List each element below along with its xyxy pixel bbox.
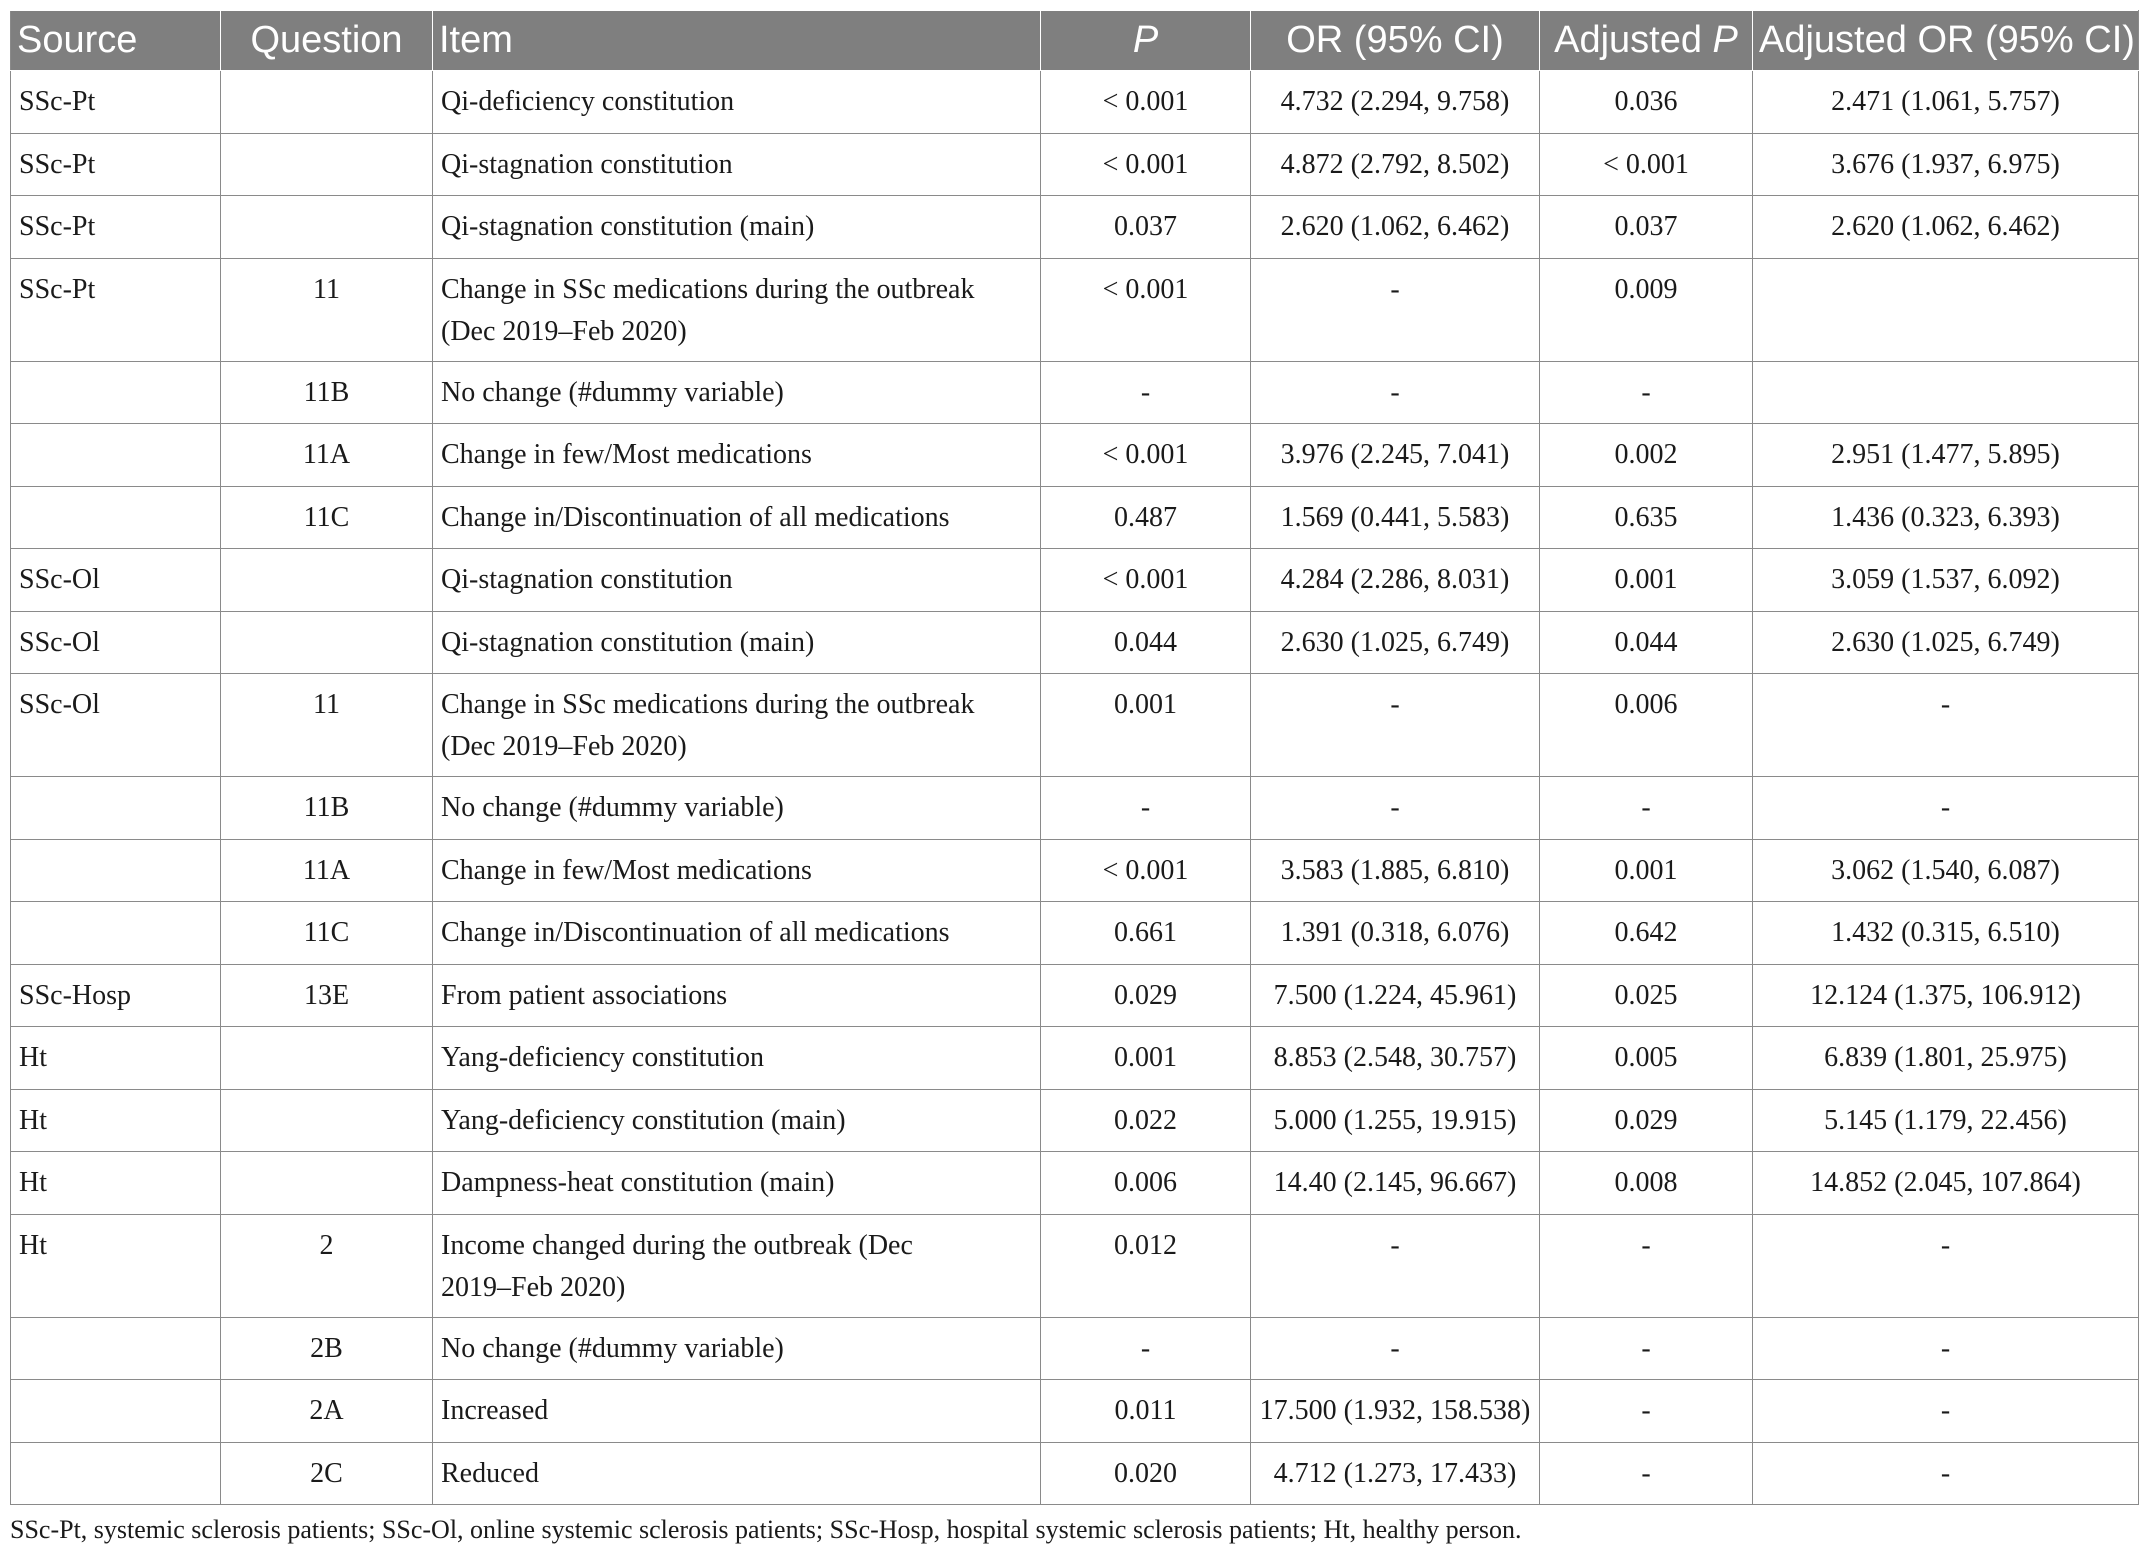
cell-item: Yang-deficiency constitution (main) [433, 1089, 1041, 1152]
cell-p: < 0.001 [1041, 258, 1251, 361]
item-line-2: 2019–Feb 2020) [441, 1271, 626, 1303]
cell-source: SSc-Ol [11, 549, 221, 612]
cell-p: - [1041, 777, 1251, 840]
table-row [11, 1089, 2139, 1152]
cell-adjusted-p: 0.001 [1540, 839, 1753, 902]
cell-adjusted-p: 0.006 [1540, 674, 1753, 777]
cell-p: < 0.001 [1041, 71, 1251, 134]
cell-or: 7.500 (1.224, 45.961) [1251, 964, 1540, 1027]
header-p [1041, 11, 1251, 71]
cell-source [11, 777, 221, 840]
header-source: Source [11, 11, 221, 71]
table-row [11, 839, 2139, 902]
cell-source [11, 361, 221, 424]
table-row [11, 1317, 2139, 1380]
cell-source [11, 1317, 221, 1380]
header-adjusted-p [1540, 11, 1753, 71]
cell-source: Ht [11, 1089, 221, 1152]
cell-adjusted-p: 0.005 [1540, 1027, 1753, 1090]
cell-adjusted-p: - [1540, 1317, 1753, 1380]
cell-adjusted-or: 1.432 (0.315, 6.510) [1753, 902, 2139, 965]
cell-adjusted-p: 0.002 [1540, 424, 1753, 487]
cell-adjusted-p: - [1540, 1214, 1753, 1317]
cell-adjusted-p: 0.008 [1540, 1152, 1753, 1215]
item-line-1: Change in SSc medications during the outbreak [441, 689, 975, 720]
cell-item [433, 1214, 1041, 1317]
cell-item: Qi-stagnation constitution [433, 133, 1041, 196]
cell-p: < 0.001 [1041, 424, 1251, 487]
header-or: OR (95% CI) [1251, 11, 1540, 71]
cell-or: - [1251, 674, 1540, 777]
cell-or: 14.40 (2.145, 96.667) [1251, 1152, 1540, 1215]
table-footnote: SSc-Pt, systemic sclerosis patients; SSc-Ol, online systemic sclerosis patients; SSc-Hosp, hospital systemic sclerosis patients; Ht, healthy person. [10, 1515, 1522, 1544]
table-row [11, 1380, 2139, 1443]
cell-p: 0.037 [1041, 196, 1251, 259]
cell-source: SSc-Hosp [11, 964, 221, 1027]
cell-adjusted-or: 3.676 (1.937, 6.975) [1753, 133, 2139, 196]
header-adjusted-or: Adjusted OR (95% CI) [1753, 11, 2139, 71]
table-row [11, 1152, 2139, 1215]
cell-adjusted-p: 0.025 [1540, 964, 1753, 1027]
cell-source [11, 1442, 221, 1505]
cell-source: SSc-Pt [11, 133, 221, 196]
cell-adjusted-or: 2.471 (1.061, 5.757) [1753, 71, 2139, 134]
cell-adjusted-or: - [1753, 1442, 2139, 1505]
cell-p: 0.011 [1041, 1380, 1251, 1443]
cell-question [221, 1027, 433, 1090]
cell-adjusted-or: 3.059 (1.537, 6.092) [1753, 549, 2139, 612]
cell-question [221, 133, 433, 196]
cell-item: Qi-stagnation constitution (main) [433, 196, 1041, 259]
cell-question [221, 71, 433, 134]
table-row [11, 486, 2139, 549]
cell-question: 2B [221, 1317, 433, 1380]
cell-p: 0.006 [1041, 1152, 1251, 1215]
cell-p: < 0.001 [1041, 549, 1251, 612]
cell-p: 0.001 [1041, 1027, 1251, 1090]
header-row [11, 11, 2139, 71]
item-line-2: (Dec 2019–Feb 2020) [441, 315, 687, 347]
header-adjusted-p-italic: P [1712, 19, 1738, 61]
cell-or: 2.630 (1.025, 6.749) [1251, 611, 1540, 674]
cell-item: Change in few/Most medications [433, 424, 1041, 487]
cell-p: < 0.001 [1041, 133, 1251, 196]
cell-source [11, 486, 221, 549]
cell-adjusted-p: - [1540, 1380, 1753, 1443]
header-p-text: P [1132, 19, 1159, 61]
table-row [11, 674, 2139, 777]
table-row [11, 258, 2139, 361]
cell-adjusted-or: 12.124 (1.375, 106.912) [1753, 964, 2139, 1027]
cell-source [11, 902, 221, 965]
cell-question [221, 549, 433, 612]
cell-or: 3.583 (1.885, 6.810) [1251, 839, 1540, 902]
cell-adjusted-or: - [1753, 1317, 2139, 1380]
item-line-1: Income changed during the outbreak (Dec [441, 1229, 913, 1261]
cell-adjusted-or: 5.145 (1.179, 22.456) [1753, 1089, 2139, 1152]
cell-question: 11A [221, 839, 433, 902]
cell-adjusted-or: - [1753, 674, 2139, 777]
cell-p: < 0.001 [1041, 839, 1251, 902]
cell-question [221, 1152, 433, 1215]
cell-or: - [1251, 777, 1540, 840]
cell-source: Ht [11, 1152, 221, 1215]
header-item: Item [433, 11, 1041, 71]
cell-item: No change (#dummy variable) [433, 1317, 1041, 1380]
cell-source [11, 424, 221, 487]
item-line-2: (Dec 2019–Feb 2020) [441, 731, 687, 762]
table-row [11, 964, 2139, 1027]
cell-question: 11A [221, 424, 433, 487]
cell-question [221, 196, 433, 259]
cell-adjusted-or: - [1753, 1214, 2139, 1317]
cell-question: 11C [221, 486, 433, 549]
cell-or: 1.569 (0.441, 5.583) [1251, 486, 1540, 549]
cell-adjusted-or: 2.620 (1.062, 6.462) [1753, 196, 2139, 259]
cell-or: 3.976 (2.245, 7.041) [1251, 424, 1540, 487]
cell-source: SSc-Ol [11, 611, 221, 674]
cell-or: - [1251, 1214, 1540, 1317]
cell-adjusted-or [1753, 361, 2139, 424]
table-row [11, 549, 2139, 612]
cell-adjusted-or: 14.852 (2.045, 107.864) [1753, 1152, 2139, 1215]
cell-or: 8.853 (2.548, 30.757) [1251, 1027, 1540, 1090]
cell-p: 0.044 [1041, 611, 1251, 674]
cell-question: 11B [221, 777, 433, 840]
cell-or: - [1251, 361, 1540, 424]
cell-p: 0.661 [1041, 902, 1251, 965]
cell-item: Dampness-heat constitution (main) [433, 1152, 1041, 1215]
cell-adjusted-or [1753, 258, 2139, 361]
cell-or: - [1251, 1317, 1540, 1380]
table-body [11, 71, 2139, 1505]
table-row [11, 1027, 2139, 1090]
cell-p: 0.029 [1041, 964, 1251, 1027]
cell-p: 0.001 [1041, 674, 1251, 777]
cell-item: Qi-deficiency constitution [433, 71, 1041, 134]
cell-p: - [1041, 1317, 1251, 1380]
cell-item: Change in/Discontinuation of all medications [433, 486, 1041, 549]
table-row [11, 611, 2139, 674]
cell-source [11, 839, 221, 902]
cell-item: No change (#dummy variable) [433, 777, 1041, 840]
results-table [10, 10, 2139, 1505]
cell-or: 17.500 (1.932, 158.538) [1251, 1380, 1540, 1443]
cell-question: 11B [221, 361, 433, 424]
cell-adjusted-p: - [1540, 777, 1753, 840]
cell-adjusted-or: 2.951 (1.477, 5.895) [1753, 424, 2139, 487]
cell-question: 2 [221, 1214, 433, 1317]
table-row [11, 777, 2139, 840]
table-row [11, 361, 2139, 424]
cell-item: Qi-stagnation constitution (main) [433, 611, 1041, 674]
cell-adjusted-p: < 0.001 [1540, 133, 1753, 196]
cell-adjusted-p: 0.037 [1540, 196, 1753, 259]
table-row [11, 196, 2139, 259]
header-question: Question [221, 11, 433, 71]
cell-p: 0.487 [1041, 486, 1251, 549]
item-line-1: Change in SSc medications during the outbreak [441, 273, 975, 305]
cell-adjusted-p: - [1540, 361, 1753, 424]
cell-question: 11 [221, 674, 433, 777]
cell-adjusted-or: - [1753, 1380, 2139, 1443]
cell-source: SSc-Pt [11, 196, 221, 259]
cell-question: 2A [221, 1380, 433, 1443]
cell-or: 4.712 (1.273, 17.433) [1251, 1442, 1540, 1505]
cell-adjusted-p: 0.001 [1540, 549, 1753, 612]
cell-item: From patient associations [433, 964, 1041, 1027]
cell-adjusted-or: 2.630 (1.025, 6.749) [1753, 611, 2139, 674]
cell-item [433, 674, 1041, 777]
table-row [11, 424, 2139, 487]
cell-or: - [1251, 258, 1540, 361]
cell-adjusted-or: - [1753, 777, 2139, 840]
cell-item: Change in few/Most medications [433, 839, 1041, 902]
table-row [11, 71, 2139, 134]
cell-adjusted-p: 0.044 [1540, 611, 1753, 674]
cell-or: 5.000 (1.255, 19.915) [1251, 1089, 1540, 1152]
results-table-container [10, 10, 2138, 1505]
cell-p: 0.012 [1041, 1214, 1251, 1317]
cell-item: Yang-deficiency constitution [433, 1027, 1041, 1090]
cell-question [221, 611, 433, 674]
cell-p: 0.022 [1041, 1089, 1251, 1152]
cell-item: No change (#dummy variable) [433, 361, 1041, 424]
cell-p: - [1041, 361, 1251, 424]
cell-question: 13E [221, 964, 433, 1027]
cell-or: 4.872 (2.792, 8.502) [1251, 133, 1540, 196]
cell-or: 4.284 (2.286, 8.031) [1251, 549, 1540, 612]
cell-item: Increased [433, 1380, 1041, 1443]
cell-adjusted-p: 0.036 [1540, 71, 1753, 134]
table-row [11, 133, 2139, 196]
cell-adjusted-p: - [1540, 1442, 1753, 1505]
cell-adjusted-or: 3.062 (1.540, 6.087) [1753, 839, 2139, 902]
cell-item: Change in/Discontinuation of all medications [433, 902, 1041, 965]
cell-source: SSc-Pt [11, 258, 221, 361]
cell-adjusted-or: 1.436 (0.323, 6.393) [1753, 486, 2139, 549]
cell-item: Qi-stagnation constitution [433, 549, 1041, 612]
cell-adjusted-p: 0.642 [1540, 902, 1753, 965]
cell-adjusted-p: 0.029 [1540, 1089, 1753, 1152]
cell-adjusted-or: 6.839 (1.801, 25.975) [1753, 1027, 2139, 1090]
cell-item: Reduced [433, 1442, 1041, 1505]
cell-p: 0.020 [1041, 1442, 1251, 1505]
cell-question: 2C [221, 1442, 433, 1505]
cell-or: 4.732 (2.294, 9.758) [1251, 71, 1540, 134]
cell-source: Ht [11, 1214, 221, 1317]
cell-source [11, 1380, 221, 1443]
table-row [11, 902, 2139, 965]
cell-source: SSc-Ol [11, 674, 221, 777]
table-row [11, 1214, 2139, 1317]
cell-item [433, 258, 1041, 361]
cell-question [221, 1089, 433, 1152]
cell-or: 1.391 (0.318, 6.076) [1251, 902, 1540, 965]
cell-question: 11C [221, 902, 433, 965]
cell-source: SSc-Pt [11, 71, 221, 134]
cell-adjusted-p: 0.009 [1540, 258, 1753, 361]
header-adjusted-p-prefix: Adjusted [1554, 19, 1713, 61]
cell-adjusted-p: 0.635 [1540, 486, 1753, 549]
cell-source: Ht [11, 1027, 221, 1090]
cell-question: 11 [221, 258, 433, 361]
table-row [11, 1442, 2139, 1505]
cell-or: 2.620 (1.062, 6.462) [1251, 196, 1540, 259]
